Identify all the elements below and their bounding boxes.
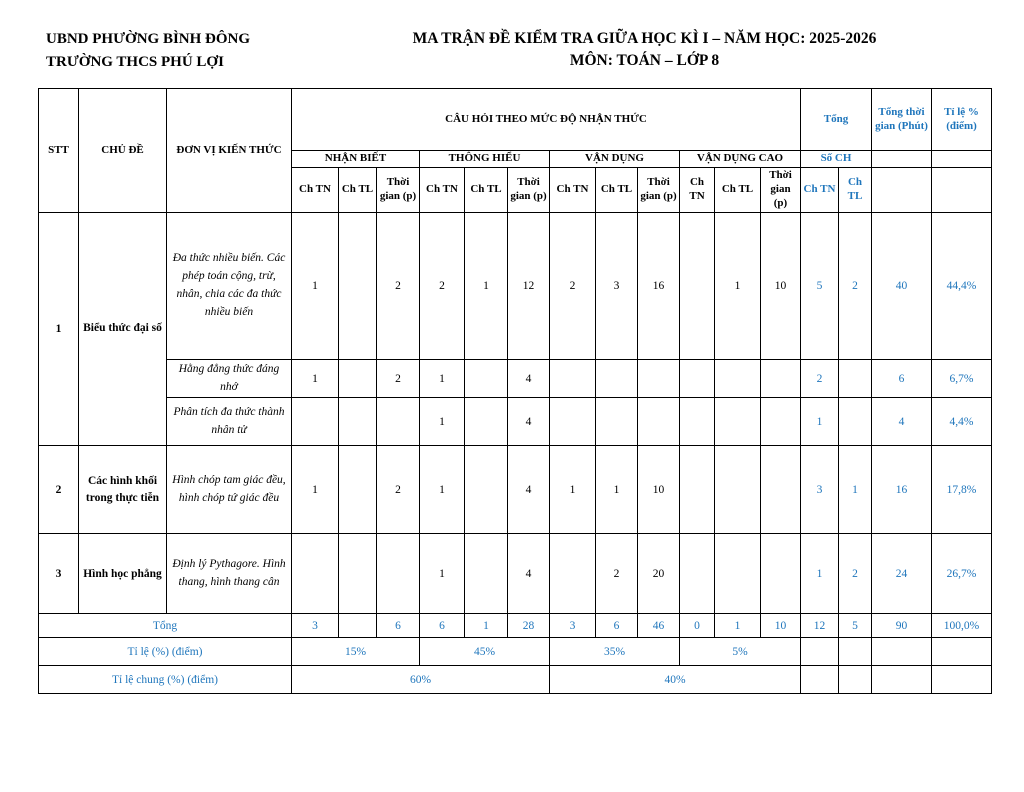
footer-ratio-cell: 45% [420,638,550,666]
total-time-cell: 6 [872,359,932,398]
table-row [39,534,992,614]
topic-cell: Biểu thức đại số [79,212,167,446]
value-cell [715,398,761,446]
footer-total-row [39,614,992,638]
sub-header-ch-tl: Ch TL [339,167,377,212]
value-cell: 2 [420,212,465,359]
stt-cell: 2 [39,446,79,534]
value-cell [761,446,801,534]
value-cell [715,359,761,398]
value-cell [638,359,680,398]
sub-header-ch-tl: Ch TL [596,167,638,212]
footer-ratio-cell: 15% [292,638,420,666]
value-cell [377,534,420,614]
col-header-ti-le: Tỉ lệ % (điểm) [932,89,992,151]
pct-cell: 6,7% [932,359,992,398]
footer-overall-ratio-cell: 40% [550,666,801,694]
org-name-line2: TRƯỜNG THCS PHÚ LỢI [46,53,224,70]
value-cell: 10 [761,212,801,359]
stt-cell: 3 [39,534,79,614]
footer-total-pct-cell: 100,0% [932,614,992,638]
topic-cell: Hình học phẳng [79,534,167,614]
total-time-cell: 24 [872,534,932,614]
value-cell: 1 [420,359,465,398]
sub-header-ch-tn: Ch TN [292,167,339,212]
col-header-stt: STT [39,89,79,213]
pct-cell: 44,4% [932,212,992,359]
value-cell [465,398,508,446]
value-cell: 1 [596,446,638,534]
footer-overall-ratio-label: Tỉ lệ chung (%) (điểm) [39,666,292,694]
total-time-cell: 4 [872,398,932,446]
sub-header-thoi-gian: Thời gian (p) [638,167,680,212]
value-cell [715,534,761,614]
empty-cell [932,638,992,666]
unit-cell: Đa thức nhiều biến. Các phép toán cộng, trừ, nhân, chia các đa thức nhiều biến [167,212,292,359]
empty-header-cell [872,151,932,168]
value-cell: 2 [377,446,420,534]
value-cell [715,446,761,534]
footer-ratio-row [39,638,992,666]
value-cell: 1 [292,359,339,398]
table-row [39,398,992,446]
empty-cell [872,638,932,666]
sub-header-ch-tl: Ch TL [465,167,508,212]
value-cell [465,446,508,534]
value-cell [680,398,715,446]
footer-total-cell: 6 [420,614,465,638]
col-header-chu-de: CHỦ ĐỀ [79,89,167,213]
level-header-nhan-biet: NHẬN BIẾT [292,151,420,168]
footer-overall-ratio-cell: 60% [292,666,550,694]
empty-cell [932,666,992,694]
footer-total-time-cell: 90 [872,614,932,638]
table-row [39,359,992,398]
value-cell: 1 [420,534,465,614]
empty-header-cell [932,151,992,168]
footer-total-cell: 28 [508,614,550,638]
value-cell [377,398,420,446]
value-cell: 4 [508,446,550,534]
empty-cell [801,638,839,666]
value-cell: 12 [508,212,550,359]
matrix-table [38,88,992,694]
footer-total-cell: 10 [761,614,801,638]
value-cell: 4 [508,534,550,614]
empty-cell [872,666,932,694]
value-cell [680,359,715,398]
value-cell [292,534,339,614]
empty-header-cell [932,167,992,212]
empty-cell [801,666,839,694]
sub-header-so-ch-tn: Ch TN [801,167,839,212]
value-cell [339,446,377,534]
value-cell: 2 [550,212,596,359]
footer-total-cell: 6 [596,614,638,638]
topic-cell: Các hình khối trong thực tiễn [79,446,167,534]
unit-cell: Hằng đẳng thức đáng nhớ [167,359,292,398]
value-cell [596,398,638,446]
footer-total-tn-cell: 12 [801,614,839,638]
footer-total-cell: 3 [550,614,596,638]
value-cell: 2 [377,212,420,359]
pct-cell: 17,8% [932,446,992,534]
value-cell [761,359,801,398]
total-tn-cell: 1 [801,534,839,614]
value-cell [761,534,801,614]
sub-header-thoi-gian: Thời gian (p) [761,167,801,212]
value-cell [339,212,377,359]
sub-header-ch-tn: Ch TN [680,167,715,212]
footer-total-cell [339,614,377,638]
value-cell: 3 [596,212,638,359]
value-cell: 2 [596,534,638,614]
value-cell: 16 [638,212,680,359]
level-header-van-dung: VẬN DỤNG [550,151,680,168]
total-time-cell: 40 [872,212,932,359]
total-tn-cell: 3 [801,446,839,534]
footer-ratio-label: Tỉ lệ (%) (điểm) [39,638,292,666]
value-cell [680,446,715,534]
value-cell [292,398,339,446]
total-time-cell: 16 [872,446,932,534]
total-tn-cell: 1 [801,398,839,446]
footer-total-cell: 46 [638,614,680,638]
empty-cell [839,638,872,666]
value-cell [339,398,377,446]
sub-header-so-ch-tl: Ch TL [839,167,872,212]
sub-header-ch-tl: Ch TL [715,167,761,212]
sub-header-thoi-gian: Thời gian (p) [508,167,550,212]
total-tn-cell: 2 [801,359,839,398]
total-tl-cell: 2 [839,212,872,359]
footer-total-label: Tổng [39,614,292,638]
col-header-tong-thoi-gian: Tổng thời gian (Phút) [872,89,932,151]
value-cell: 10 [638,446,680,534]
page-subtitle: MÔN: TOÁN – LỚP 8 [569,52,720,70]
page-title: MA TRẬN ĐỀ KIỂM TRA GIỮA HỌC KÌ I – NĂM HỌC: 2025-2026 [412,30,877,47]
total-tl-cell: 1 [839,446,872,534]
footer-total-cell: 6 [377,614,420,638]
stt-cell: 1 [39,212,79,446]
table-row [39,212,992,359]
total-tl-cell [839,359,872,398]
org-name-line1: UBND PHƯỜNG BÌNH ĐÔNG [46,31,251,47]
pct-cell: 4,4% [932,398,992,446]
sub-header-ch-tn: Ch TN [550,167,596,212]
value-cell [680,212,715,359]
value-cell: 1 [465,212,508,359]
level-header-van-dung-cao: VẬN DỤNG CAO [680,151,801,168]
pct-cell: 26,7% [932,534,992,614]
org-block [46,28,301,73]
value-cell: 4 [508,359,550,398]
unit-cell: Hình chóp tam giác đều, hình chóp tứ giác đều [167,446,292,534]
sub-header-ch-tn: Ch TN [420,167,465,212]
value-cell: 1 [550,446,596,534]
level-header-thong-hieu: THÔNG HIỂU [420,151,550,168]
total-tn-cell: 5 [801,212,839,359]
value-cell: 1 [420,398,465,446]
document-header [0,0,1024,73]
col-header-don-vi: ĐƠN VỊ KIẾN THỨC [167,89,292,213]
sub-header-thoi-gian: Thời gian (p) [377,167,420,212]
value-cell [550,534,596,614]
col-header-cau-hoi: CÂU HỎI THEO MỨC ĐỘ NHẬN THỨC [292,89,801,151]
footer-overall-ratio-row [39,666,992,694]
footer-total-cell: 3 [292,614,339,638]
value-cell [465,359,508,398]
value-cell [550,398,596,446]
value-cell: 1 [420,446,465,534]
footer-total-cell: 0 [680,614,715,638]
value-cell [339,534,377,614]
value-cell: 1 [292,212,339,359]
value-cell: 20 [638,534,680,614]
value-cell: 1 [715,212,761,359]
table-row [39,446,992,534]
value-cell [596,359,638,398]
value-cell: 2 [377,359,420,398]
so-ch-header: Số CH [801,151,872,168]
value-cell [550,359,596,398]
empty-cell [839,666,872,694]
footer-total-cell: 1 [715,614,761,638]
value-cell [680,534,715,614]
footer-ratio-cell: 5% [680,638,801,666]
unit-cell: Phân tích đa thức thành nhân tử [167,398,292,446]
footer-total-cell: 1 [465,614,508,638]
value-cell: 1 [292,446,339,534]
title-block [301,28,988,73]
value-cell [339,359,377,398]
total-tl-cell: 2 [839,534,872,614]
footer-total-tl-cell: 5 [839,614,872,638]
value-cell: 4 [508,398,550,446]
unit-cell: Định lý Pythagore. Hình thang, hình thang cân [167,534,292,614]
col-header-tong: Tổng [801,89,872,151]
value-cell [465,534,508,614]
empty-header-cell [872,167,932,212]
value-cell [761,398,801,446]
value-cell [638,398,680,446]
total-tl-cell [839,398,872,446]
footer-ratio-cell: 35% [550,638,680,666]
